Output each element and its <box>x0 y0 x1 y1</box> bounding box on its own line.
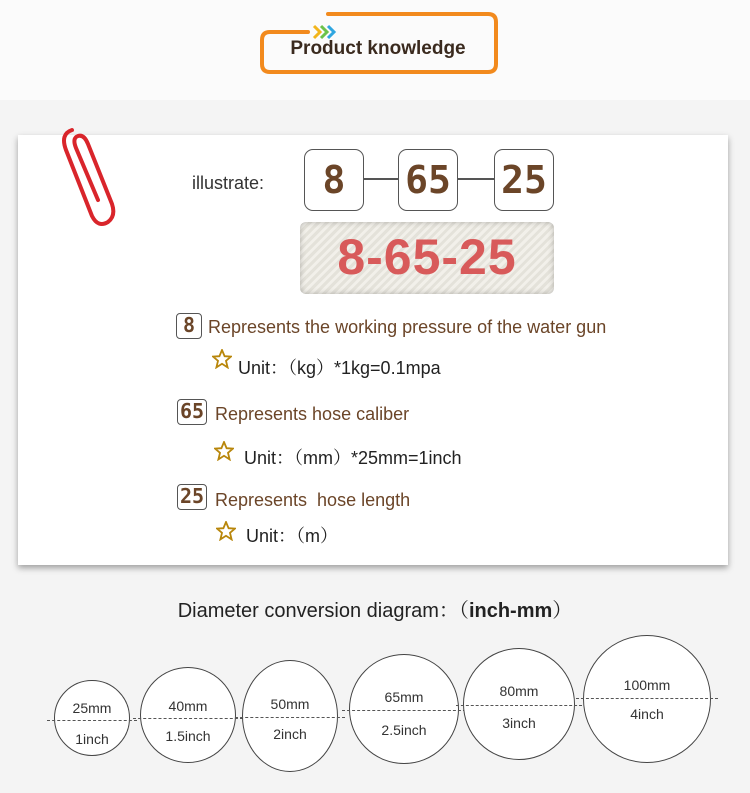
connector-line <box>364 178 398 180</box>
item-code-badge: 8 <box>176 313 202 339</box>
star-icon <box>214 441 234 461</box>
item-code-badge: 25 <box>177 484 207 510</box>
circle-inch: 2inch <box>273 726 307 742</box>
star-icon <box>216 521 236 541</box>
circle-mm: 40mm <box>168 698 208 714</box>
unit-text: Unit：（mm）*25mm=1inch <box>244 448 462 468</box>
circle-inch: 3inch <box>502 715 536 731</box>
circle-mm: 65mm <box>384 689 424 705</box>
circle-mm: 50mm <box>270 696 310 712</box>
item-code-badge: 65 <box>177 399 207 425</box>
diameter-circle <box>54 680 130 756</box>
code-box-caliber: 65 <box>398 149 458 211</box>
hose-label-text: 8-65-25 <box>337 229 517 285</box>
code-box-length: 25 <box>494 149 554 211</box>
unit-text: Unit：（kg）*1kg=0.1mpa <box>238 358 441 378</box>
product-knowledge-badge <box>258 10 498 74</box>
divider-line <box>235 717 345 718</box>
circle-inch: 1.5inch <box>165 728 211 744</box>
diameter-circle <box>583 635 711 763</box>
connector-line <box>458 178 494 180</box>
circle-inch: 1inch <box>75 731 109 747</box>
circle-mm: 80mm <box>499 683 539 699</box>
circle-inch: 2.5inch <box>381 722 427 738</box>
divider-line <box>133 718 243 719</box>
item-title: Represents hose caliber <box>215 404 410 424</box>
diagram-title <box>0 594 750 623</box>
illustrate-label: illustrate: <box>192 173 265 193</box>
divider-line <box>456 705 582 706</box>
divider-line <box>576 698 718 699</box>
diagram-title-suffix: ） <box>552 600 573 622</box>
star-icon <box>212 349 232 369</box>
paperclip-icon <box>58 120 118 230</box>
circle-inch: 4inch <box>630 706 664 722</box>
diameter-circle <box>242 660 338 772</box>
item-title: Represents the working pressure of the water gun <box>208 317 607 337</box>
hose-label-photo <box>300 222 554 294</box>
diameter-circle <box>349 654 459 764</box>
item-title: Represents hose length <box>215 490 411 510</box>
divider-line <box>342 710 466 711</box>
circle-mm: 100mm <box>623 677 671 693</box>
diagram-title-prefix: Diameter conversion diagram：（ <box>177 600 469 622</box>
unit-text: Unit：（m） <box>246 526 339 546</box>
diameter-circle <box>140 667 236 763</box>
circle-mm: 25mm <box>72 700 112 716</box>
code-box-pressure: 8 <box>304 149 364 211</box>
page-title: Product knowledge <box>290 38 466 59</box>
diameter-circle <box>463 648 575 760</box>
diagram-title-unit: inch-mm <box>468 600 553 622</box>
divider-line <box>47 720 137 721</box>
